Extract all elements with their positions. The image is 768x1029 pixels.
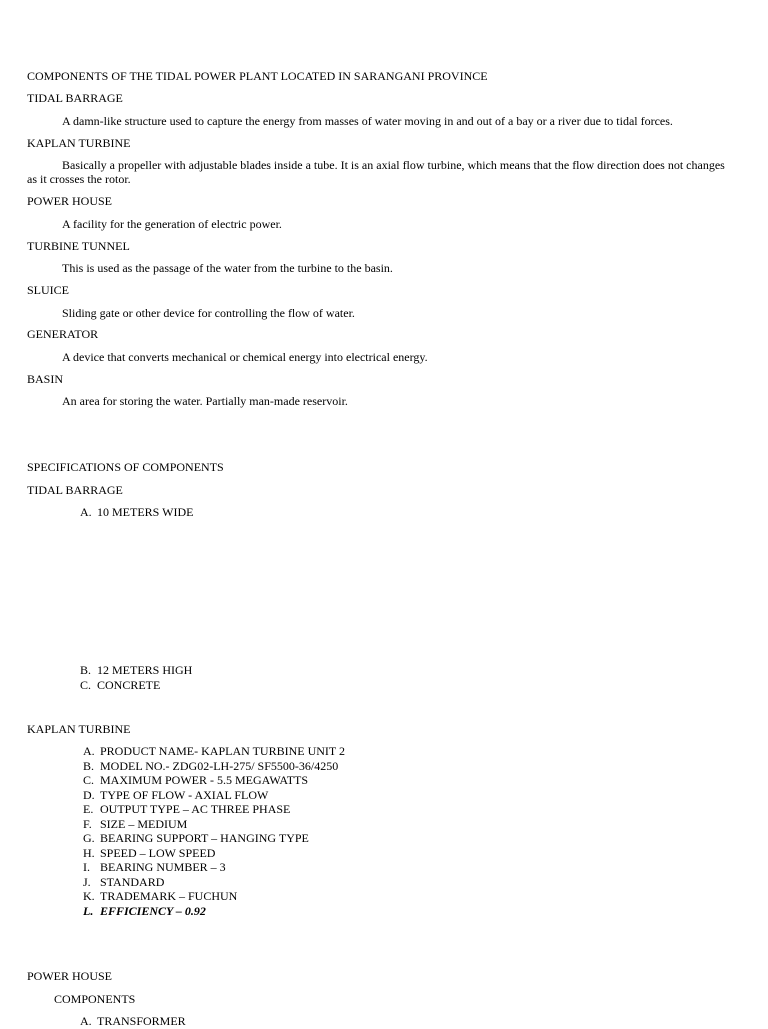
list-item-text: OUTPUT TYPE – AC THREE PHASE (100, 802, 291, 816)
list-marker: B. (83, 758, 95, 773)
list-marker: K. (83, 889, 95, 903)
list-item-text: TRANSFORMER (97, 1014, 186, 1028)
list-item (83, 817, 345, 832)
list-item (83, 846, 345, 861)
list-marker: A. (80, 1014, 92, 1028)
desc-generator: A device that converts mechanical or chemical energy into electrical energy. (62, 350, 428, 364)
heading-tidal-barrage: TIDAL BARRAGE (27, 91, 123, 105)
section-title-components: COMPONENTS OF THE TIDAL POWER PLANT LOCATED IN SARANGANI PROVINCE (27, 69, 488, 83)
spec-heading-kaplan-turbine: KAPLAN TURBINE (27, 722, 131, 736)
section-title-specifications: SPECIFICATIONS OF COMPONENTS (27, 460, 224, 474)
list-item (83, 831, 345, 846)
list-item-text: MODEL NO.- ZDG02-LH-275/ SF5500-36/4250 (100, 758, 339, 773)
heading-turbine-tunnel: TURBINE TUNNEL (27, 239, 130, 253)
desc-turbine-tunnel: This is used as the passage of the water from the turbine to the basin. (62, 261, 393, 275)
list-item-efficiency (83, 904, 345, 919)
list-item-text: CONCRETE (97, 677, 161, 692)
list-marker: E. (83, 802, 94, 816)
tidal-barrage-spec-list-bc (80, 663, 192, 692)
list-item (83, 875, 345, 890)
list-item-text: PRODUCT NAME- KAPLAN TURBINE UNIT 2 (100, 744, 346, 758)
list-item-text: BEARING SUPPORT – HANGING TYPE (100, 831, 309, 845)
heading-sluice: SLUICE (27, 283, 69, 297)
list-marker: C. (80, 677, 92, 692)
list-marker: C. (83, 773, 95, 787)
heading-kaplan-turbine: KAPLAN TURBINE (27, 136, 131, 150)
list-item-text: SIZE – MEDIUM (100, 816, 188, 831)
power-house-spec-list (80, 1014, 186, 1029)
list-marker: H. (83, 845, 95, 860)
tidal-barrage-spec-list-a (80, 505, 193, 520)
desc-basin: An area for storing the water. Partially man-made reservoir. (62, 394, 348, 408)
list-item-text: TYPE OF FLOW - AXIAL FLOW (100, 787, 269, 802)
list-marker: A. (80, 505, 92, 519)
list-item (80, 678, 192, 693)
list-item-text: STANDARD (100, 874, 165, 889)
list-item (83, 744, 345, 759)
list-item (80, 1014, 186, 1029)
list-item-text: SPEED – LOW SPEED (100, 845, 216, 860)
list-marker: J. (83, 874, 91, 889)
list-item-text: BEARING NUMBER – 3 (100, 860, 226, 874)
list-item (83, 773, 345, 788)
spec-heading-tidal-barrage: TIDAL BARRAGE (27, 483, 123, 497)
list-item-text: 10 METERS WIDE (97, 505, 194, 519)
list-item-text: MAXIMUM POWER - 5.5 MEGAWATTS (100, 773, 309, 787)
desc-power-house: A facility for the generation of electric power. (62, 217, 282, 231)
desc-kaplan-turbine: Basically a propeller with adjustable blades inside a tube. It is an axial flow turbine, which means that the flow direction does not changes as it crosses the rotor. (27, 158, 725, 186)
list-item-text: TRADEMARK – FUCHUN (100, 889, 238, 903)
list-item (80, 505, 193, 520)
list-item (83, 860, 345, 875)
list-item (83, 788, 345, 803)
heading-generator: GENERATOR (27, 327, 99, 341)
list-marker: B. (80, 663, 92, 677)
heading-power-house: POWER HOUSE (27, 194, 113, 208)
list-marker: F. (83, 816, 92, 831)
list-marker: D. (83, 787, 95, 802)
list-item (83, 802, 345, 817)
list-item (83, 759, 345, 774)
heading-basin: BASIN (27, 372, 64, 386)
list-item (80, 663, 192, 678)
list-marker: I. (83, 860, 90, 874)
list-marker: A. (83, 744, 95, 758)
list-item-text: EFFICIENCY – 0.92 (100, 903, 206, 918)
spec-heading-power-house: POWER HOUSE (27, 969, 113, 983)
list-item (83, 889, 345, 904)
spec-subheading-components: COMPONENTS (54, 992, 136, 1006)
desc-tidal-barrage: A damn-like structure used to capture the energy from masses of water moving in and out of a bay or a river due to tidal forces. (62, 114, 673, 128)
list-marker: L. (83, 903, 94, 918)
desc-sluice: Sliding gate or other device for controlling the flow of water. (62, 306, 355, 320)
kaplan-turbine-spec-list (83, 744, 345, 918)
list-item-text: 12 METERS HIGH (97, 663, 193, 677)
list-marker: G. (83, 831, 95, 845)
